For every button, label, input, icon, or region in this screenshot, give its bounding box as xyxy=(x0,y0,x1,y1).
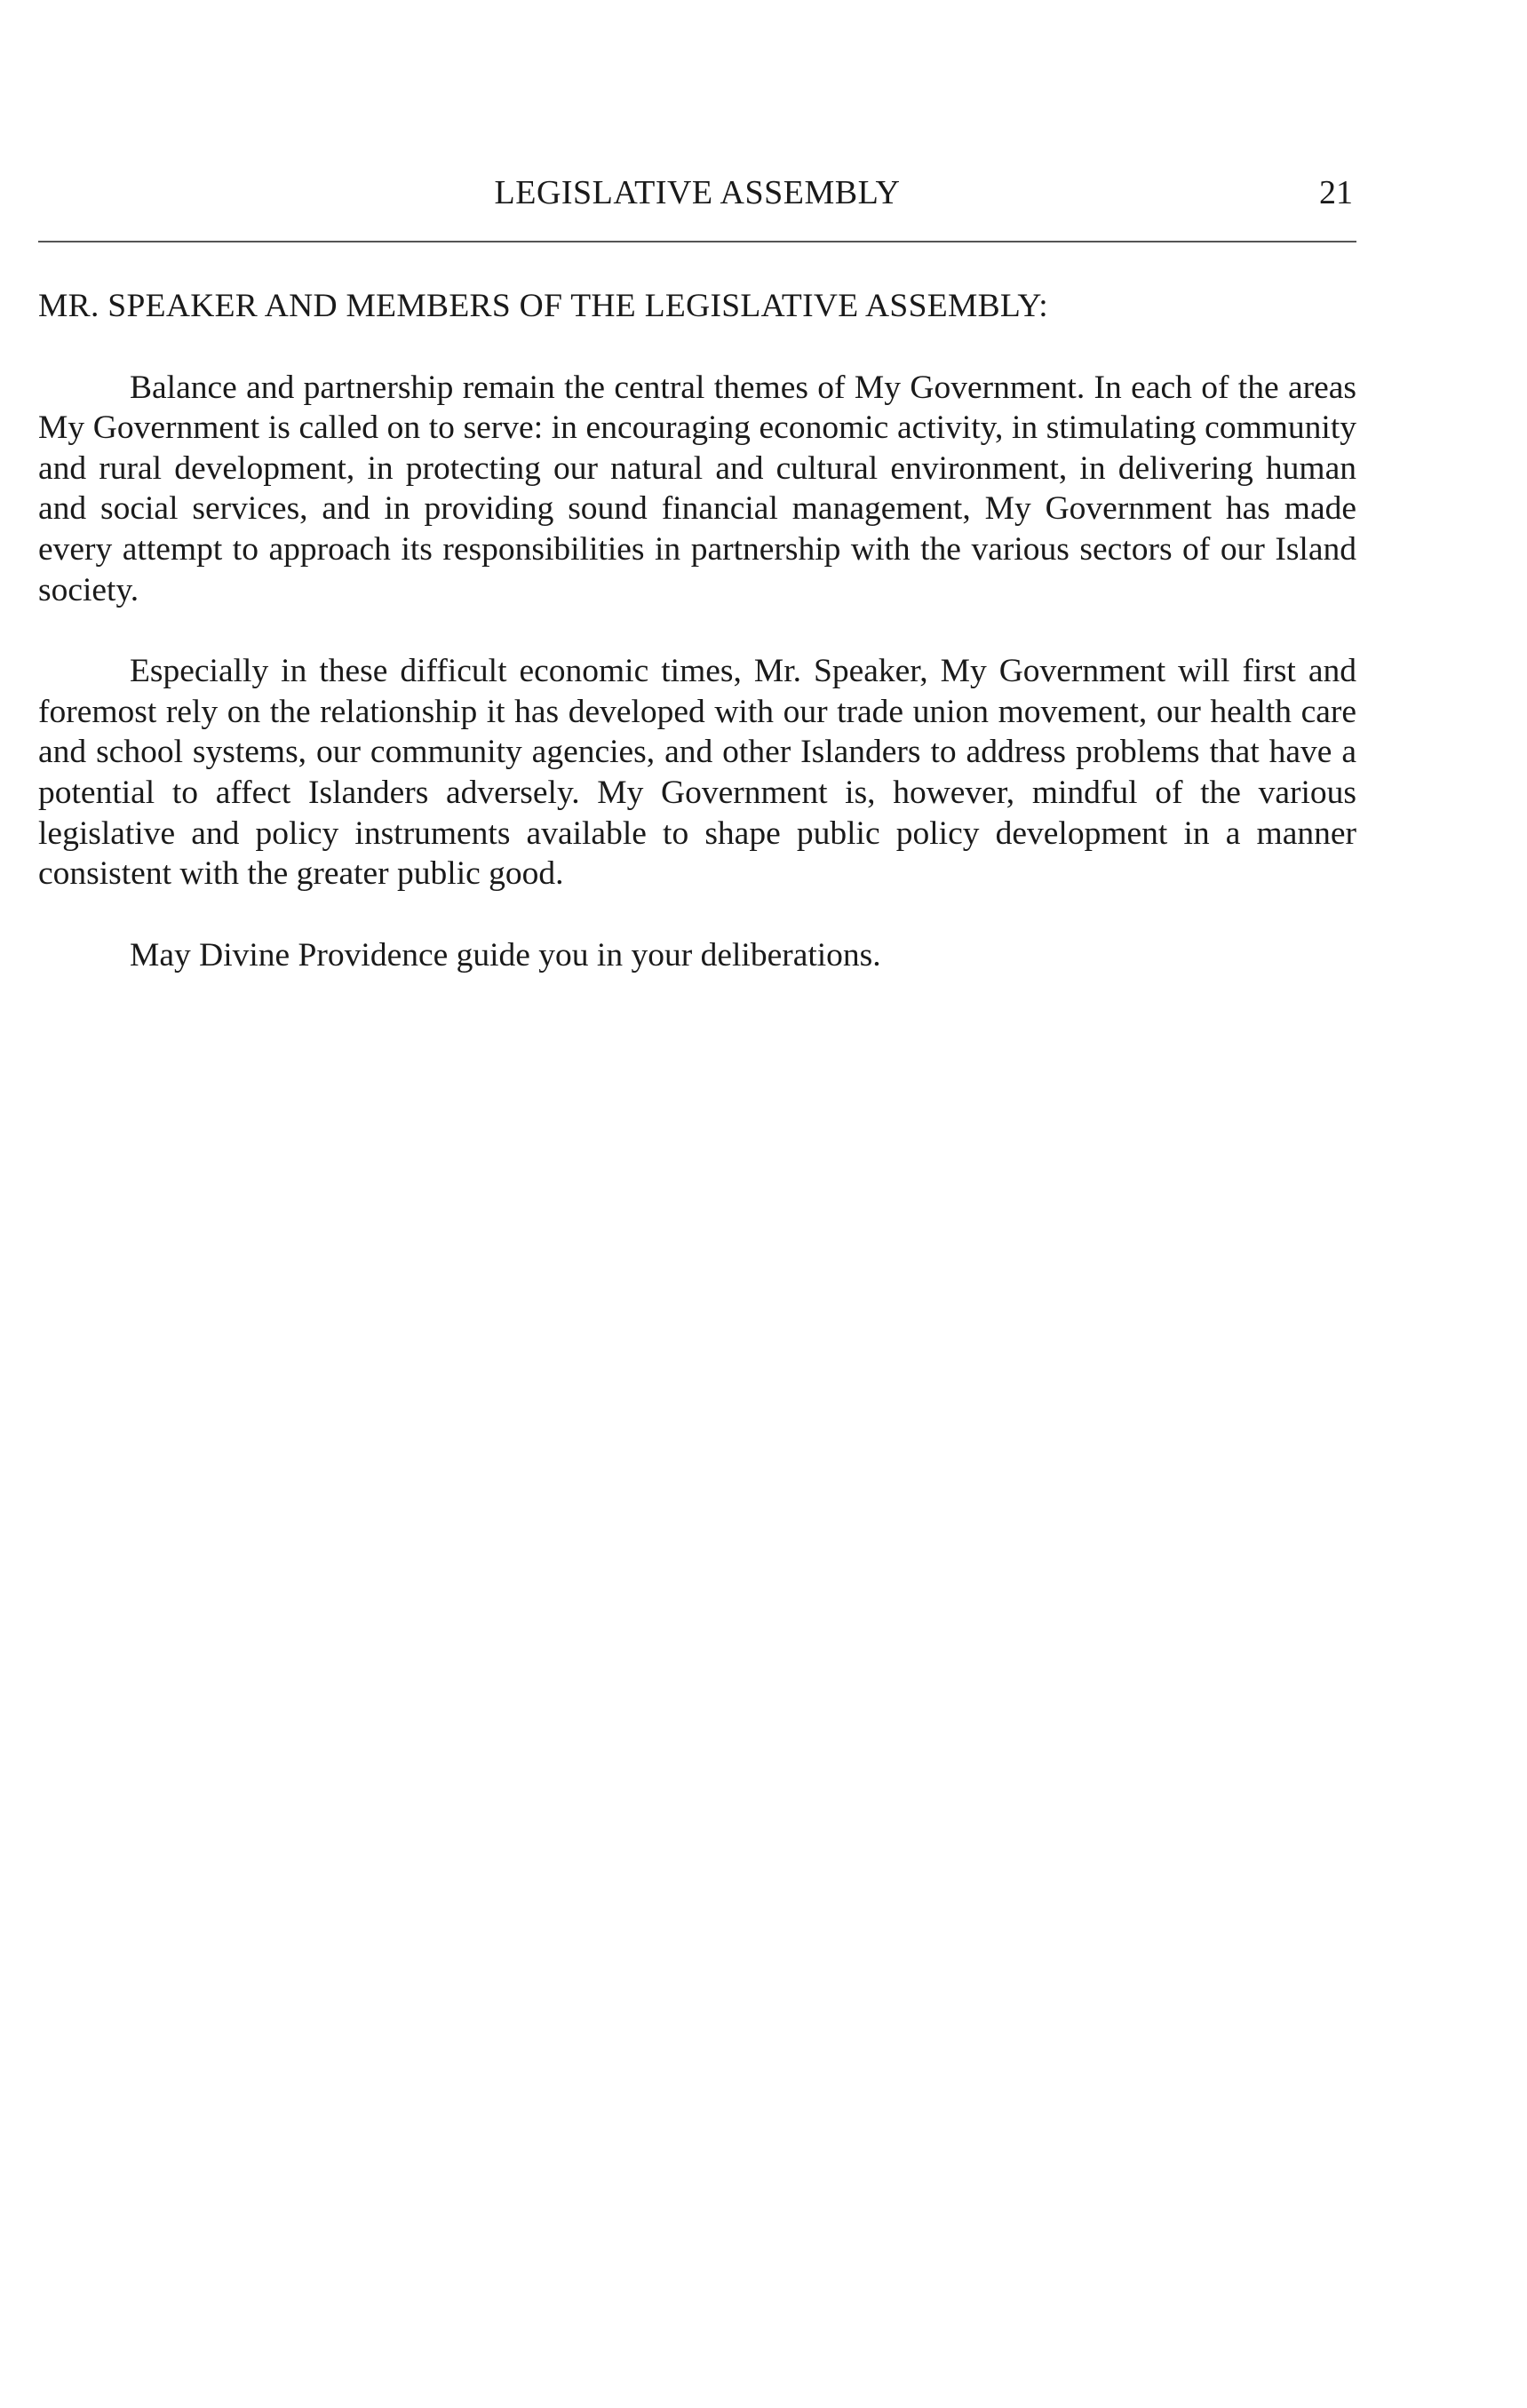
page-number: 21 xyxy=(1319,174,1353,211)
page-header xyxy=(38,171,1356,215)
running-title: LEGISLATIVE ASSEMBLY xyxy=(494,174,901,211)
header-rule xyxy=(38,241,1356,242)
paragraph-difficult-times: Especially in these difficult economic times, Mr. Speaker, My Government will first and foremost rely on the relationship it has developed with our trade union movement, our health care and school systems, our community agencies, and other Islanders to address problems that have a potential to affect Islanders adversely. My Government is, however, mindful of the various legislative and policy instruments available to shape public policy development in a manner consistent with the greater public good. xyxy=(38,653,1356,893)
salutation: MR. SPEAKER AND MEMBERS OF THE LEGISLATIVE ASSEMBLY: xyxy=(38,288,1049,324)
paragraph-closing-blessing: May Divine Providence guide you in your deliberations. xyxy=(130,936,881,974)
paragraph-balance-partnership: Balance and partnership remain the central themes of My Government. In each of the areas My Government is called on to serve: in encouraging economic activity, in stimulating community and rural development, in protecting our natural and cultural environment, in delivering human and social services, and in providing sound financial management, My Government has made every attempt to approach its responsibilities in partnership with the various sectors of our Island society. xyxy=(38,369,1356,608)
speech-body xyxy=(38,286,1356,1016)
